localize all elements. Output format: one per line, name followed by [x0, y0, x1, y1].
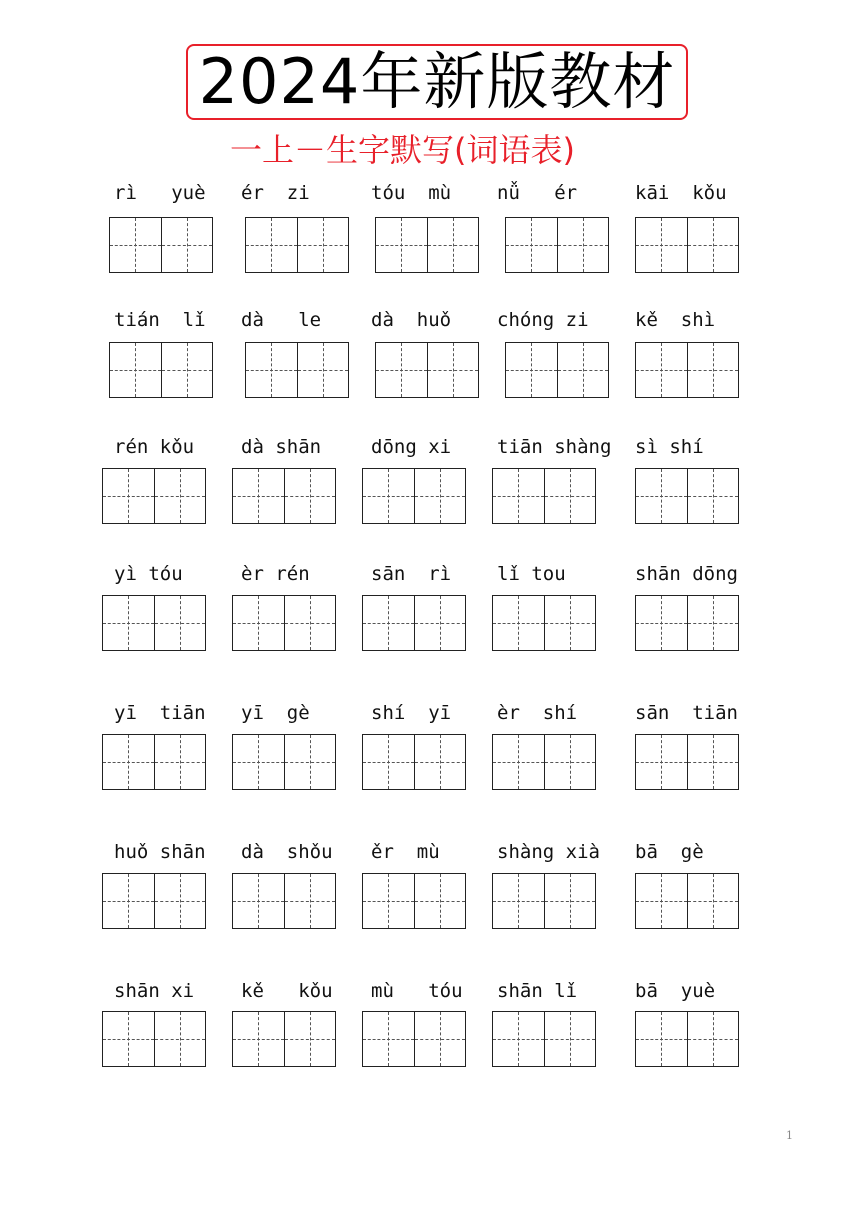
- writing-cell[interactable]: [687, 735, 739, 789]
- writing-cell[interactable]: [687, 596, 739, 650]
- writing-grid[interactable]: [635, 734, 739, 790]
- pinyin-label: nǚ ér: [497, 182, 578, 204]
- pinyin-label: yī gè: [241, 702, 310, 724]
- pinyin-label: tián lǐ: [114, 309, 206, 331]
- page-subtitle: 一上－生字默写(词语表): [230, 131, 575, 169]
- writing-cell[interactable]: [154, 596, 206, 650]
- writing-grid[interactable]: [232, 595, 336, 651]
- writing-cell[interactable]: [154, 1012, 206, 1066]
- writing-cell[interactable]: [363, 1012, 414, 1066]
- writing-grid[interactable]: [635, 873, 739, 929]
- writing-cell[interactable]: [363, 596, 414, 650]
- writing-grid[interactable]: [492, 734, 596, 790]
- pinyin-label: shí yī: [371, 702, 452, 724]
- writing-cell[interactable]: [376, 343, 427, 397]
- writing-cell[interactable]: [506, 218, 557, 272]
- writing-cell[interactable]: [363, 874, 414, 928]
- pinyin-label: bā yuè: [635, 980, 716, 1002]
- writing-cell[interactable]: [687, 469, 739, 523]
- writing-cell[interactable]: [246, 343, 297, 397]
- pinyin-label: yī tiān: [114, 702, 206, 724]
- writing-grid[interactable]: [492, 468, 596, 524]
- pinyin-label: kāi kǒu: [635, 182, 727, 204]
- writing-cell[interactable]: [246, 218, 297, 272]
- writing-cell[interactable]: [414, 469, 466, 523]
- pinyin-label: shān lǐ: [497, 980, 578, 1002]
- page-number: 1: [786, 1129, 793, 1142]
- pinyin-label: lǐ tou: [497, 563, 566, 585]
- writing-cell[interactable]: [284, 469, 336, 523]
- title-box: [186, 44, 688, 120]
- pinyin-label: sān tiān: [635, 702, 738, 724]
- writing-cell[interactable]: [103, 735, 154, 789]
- writing-grid[interactable]: [362, 734, 466, 790]
- pinyin-label: shān dōng: [635, 563, 738, 585]
- writing-grid[interactable]: [362, 1011, 466, 1067]
- writing-grid[interactable]: [635, 217, 739, 273]
- writing-grid[interactable]: [635, 468, 739, 524]
- writing-cell[interactable]: [414, 735, 466, 789]
- writing-cell[interactable]: [544, 1012, 596, 1066]
- pinyin-label: rì yuè: [114, 182, 206, 204]
- pinyin-label: dà shān: [241, 436, 322, 458]
- writing-grid[interactable]: [362, 873, 466, 929]
- writing-grid[interactable]: [102, 873, 206, 929]
- writing-grid[interactable]: [635, 595, 739, 651]
- writing-grid[interactable]: [102, 468, 206, 524]
- writing-cell[interactable]: [687, 874, 739, 928]
- writing-cell[interactable]: [376, 218, 427, 272]
- writing-cell[interactable]: [557, 218, 609, 272]
- writing-cell[interactable]: [154, 735, 206, 789]
- pinyin-label: kě shì: [635, 309, 716, 331]
- writing-grid[interactable]: [635, 342, 739, 398]
- pinyin-label: dà huǒ: [371, 309, 452, 331]
- pinyin-label: huǒ shān: [114, 841, 206, 863]
- pinyin-label: tóu mù: [371, 182, 452, 204]
- writing-cell[interactable]: [103, 1012, 154, 1066]
- writing-grid[interactable]: [109, 217, 213, 273]
- writing-cell[interactable]: [363, 469, 414, 523]
- writing-cell[interactable]: [427, 343, 479, 397]
- writing-cell[interactable]: [297, 343, 349, 397]
- writing-grid[interactable]: [232, 734, 336, 790]
- writing-cell[interactable]: [103, 469, 154, 523]
- writing-cell[interactable]: [233, 1012, 284, 1066]
- writing-cell[interactable]: [493, 596, 544, 650]
- writing-cell[interactable]: [493, 469, 544, 523]
- writing-cell[interactable]: [154, 469, 206, 523]
- pinyin-label: kě kǒu: [241, 980, 333, 1002]
- pinyin-label: yì tóu: [114, 563, 183, 585]
- writing-cell[interactable]: [161, 343, 213, 397]
- writing-cell[interactable]: [161, 218, 213, 272]
- writing-cell[interactable]: [544, 735, 596, 789]
- writing-cell[interactable]: [636, 1012, 687, 1066]
- writing-grid[interactable]: [232, 1011, 336, 1067]
- writing-cell[interactable]: [687, 1012, 739, 1066]
- writing-cell[interactable]: [284, 874, 336, 928]
- writing-cell[interactable]: [110, 343, 161, 397]
- pinyin-label: chóng zi: [497, 309, 589, 331]
- writing-cell[interactable]: [636, 469, 687, 523]
- writing-grid[interactable]: [492, 1011, 596, 1067]
- writing-cell[interactable]: [544, 874, 596, 928]
- writing-grid[interactable]: [505, 217, 609, 273]
- pinyin-label: èr rén: [241, 563, 310, 585]
- writing-grid[interactable]: [102, 595, 206, 651]
- writing-cell[interactable]: [427, 218, 479, 272]
- writing-grid[interactable]: [375, 342, 479, 398]
- writing-cell[interactable]: [544, 469, 596, 523]
- writing-cell[interactable]: [636, 735, 687, 789]
- pinyin-label: rén kǒu: [114, 436, 195, 458]
- writing-cell[interactable]: [544, 596, 596, 650]
- pinyin-label: shān xi: [114, 980, 195, 1002]
- writing-cell[interactable]: [557, 343, 609, 397]
- writing-cell[interactable]: [493, 874, 544, 928]
- pinyin-label: sān rì: [371, 563, 452, 585]
- writing-grid[interactable]: [362, 595, 466, 651]
- writing-cell[interactable]: [363, 735, 414, 789]
- writing-grid[interactable]: [102, 734, 206, 790]
- pinyin-label: dōng xi: [371, 436, 452, 458]
- pinyin-label: bā gè: [635, 841, 704, 863]
- writing-cell[interactable]: [636, 218, 687, 272]
- pinyin-label: tiān shàng: [497, 436, 612, 458]
- writing-grid[interactable]: [635, 1011, 739, 1067]
- writing-grid[interactable]: [245, 217, 349, 273]
- writing-cell[interactable]: [233, 469, 284, 523]
- writing-cell[interactable]: [103, 596, 154, 650]
- pinyin-label: ěr mù: [371, 841, 440, 863]
- writing-cell[interactable]: [414, 874, 466, 928]
- writing-grid[interactable]: [109, 342, 213, 398]
- writing-cell[interactable]: [297, 218, 349, 272]
- writing-cell[interactable]: [233, 735, 284, 789]
- writing-grid[interactable]: [375, 217, 479, 273]
- pinyin-label: shàng xià: [497, 841, 600, 863]
- writing-grid[interactable]: [492, 873, 596, 929]
- writing-cell[interactable]: [493, 735, 544, 789]
- writing-cell[interactable]: [154, 874, 206, 928]
- writing-cell[interactable]: [414, 1012, 466, 1066]
- writing-cell[interactable]: [284, 596, 336, 650]
- writing-grid[interactable]: [232, 873, 336, 929]
- writing-grid[interactable]: [102, 1011, 206, 1067]
- writing-grid[interactable]: [232, 468, 336, 524]
- writing-cell[interactable]: [103, 874, 154, 928]
- writing-cell[interactable]: [414, 596, 466, 650]
- page-title: 2024年新版教材: [198, 45, 676, 118]
- writing-cell[interactable]: [687, 343, 739, 397]
- pinyin-label: dà shǒu: [241, 841, 333, 863]
- writing-cell[interactable]: [506, 343, 557, 397]
- writing-grid[interactable]: [245, 342, 349, 398]
- writing-grid[interactable]: [362, 468, 466, 524]
- pinyin-label: dà le: [241, 309, 322, 331]
- writing-grid[interactable]: [505, 342, 609, 398]
- pinyin-label: ér zi: [241, 182, 310, 204]
- pinyin-label: èr shí: [497, 702, 578, 724]
- pinyin-label: sì shí: [635, 436, 704, 458]
- writing-cell[interactable]: [636, 874, 687, 928]
- writing-grid[interactable]: [492, 595, 596, 651]
- writing-cell[interactable]: [636, 343, 687, 397]
- writing-cell[interactable]: [284, 1012, 336, 1066]
- writing-cell[interactable]: [636, 596, 687, 650]
- pinyin-label: mù tóu: [371, 980, 463, 1002]
- writing-cell[interactable]: [233, 596, 284, 650]
- writing-cell[interactable]: [110, 218, 161, 272]
- writing-cell[interactable]: [233, 874, 284, 928]
- writing-cell[interactable]: [284, 735, 336, 789]
- writing-cell[interactable]: [493, 1012, 544, 1066]
- writing-cell[interactable]: [687, 218, 739, 272]
